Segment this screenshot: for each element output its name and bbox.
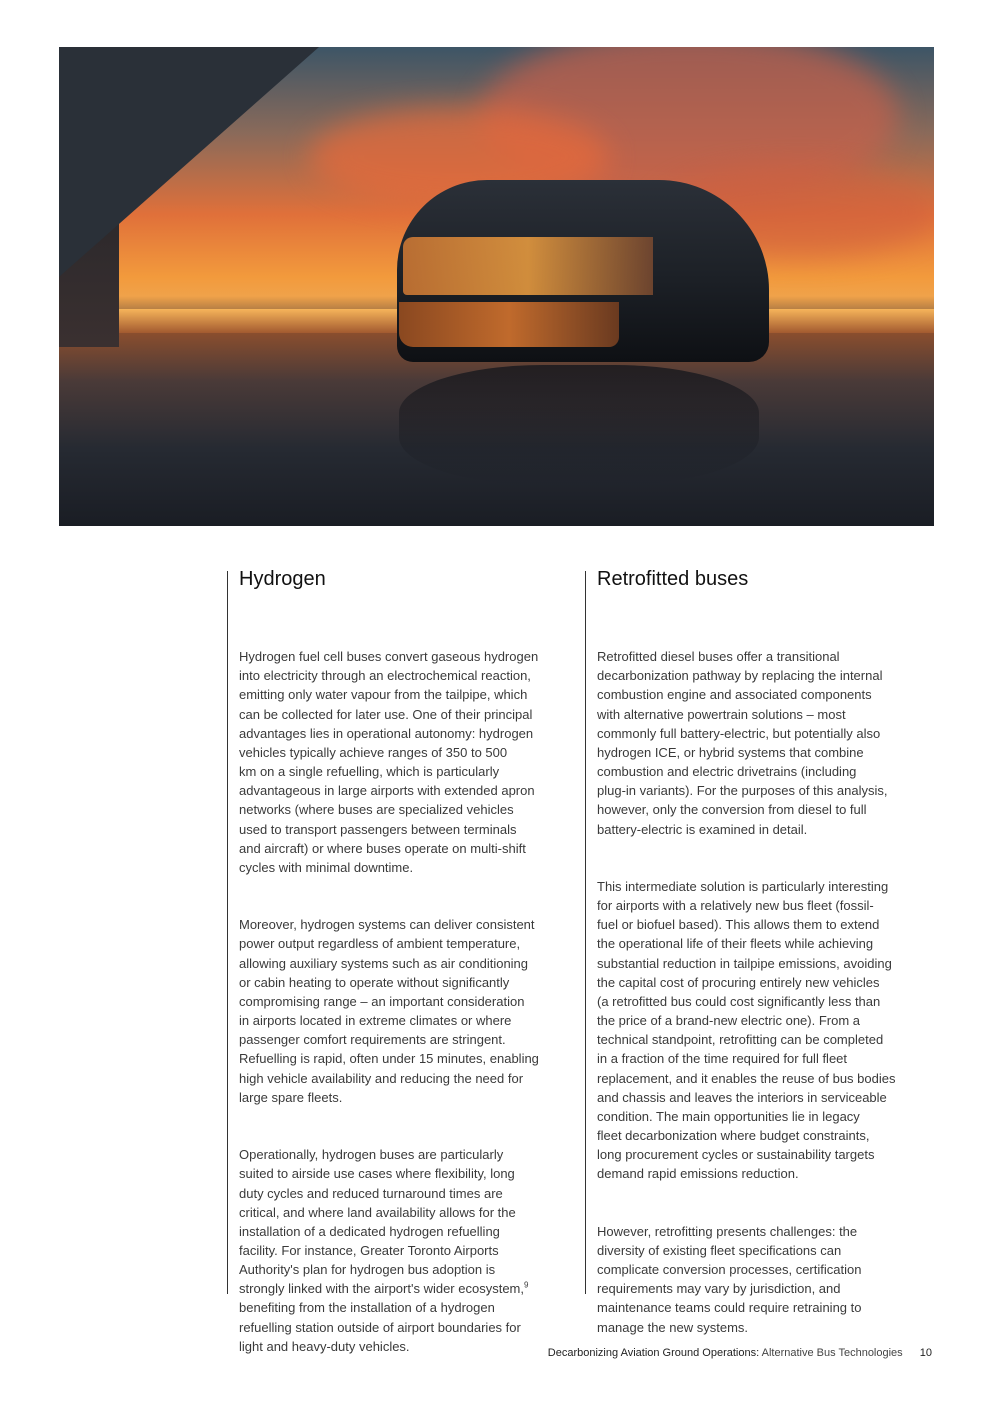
report-title: Decarbonizing Aviation Ground Operations: — [547, 1347, 760, 1359]
hero-image-airport-bus-sunset — [59, 47, 934, 526]
footnote-ref[interactable]: 9 — [523, 1280, 529, 1290]
retrofitted-section — [585, 568, 936, 1335]
paragraph — [239, 1145, 539, 1356]
paragraph: Retrofitted diesel buses offer a transitional decarbonization pathway by replacing the internal combustion engine and associated components with alternative powertrain solutions – most commonly full battery-electric, but potentially also hydrogen ICE, or hybrid systems that combine combustion and electric drivetrains (including plug-in variants). For the purposes of this analysis, however, only the conversion from diesel to full battery-electric is examined in detail. — [597, 649, 888, 837]
paragraph: However, retrofitting presents challenges: the diversity of existing fleet specifications can complicate conversion processes, certification requirements may vary by jurisdiction, and maintenance teams could require retraining to manage the new systems. — [597, 1223, 862, 1335]
page-footer — [548, 1347, 932, 1359]
section-heading: Hydrogen — [239, 568, 326, 590]
hydrogen-section — [227, 568, 574, 1354]
paragraph: Moreover, hydrogen systems can deliver consistent power output regardless of ambient temperature, allowing auxiliary systems such as air conditioning or cabin heating to operate without significantly compromising range – an important consideration in airports located in extreme climates or where passenger comfort requirements are stringent. Refuelling is rapid, often under 15 minutes, enabling high vehicle availability and reducing the need for large spare fleets. — [239, 917, 539, 1105]
page-number: 10 — [919, 1347, 932, 1359]
paragraph-text: Operationally, hydrogen buses are particularly suited to airside use cases where flexibility, long duty cycles and reduced turnaround times are critical, and where land availability allows for the installation of a dedicated hydrogen refuelling facility. For instance, Greater Toronto Airports Authority's plan for hydrogen bus adoption is strongly linked with the airport's wider ecosystem, — [239, 1147, 524, 1297]
section-name: Alternative Bus Technologies — [761, 1347, 903, 1359]
paragraph: This intermediate solution is particularly interesting for airports with a relatively new bus fleet (fossil- fuel or biofuel based). This allows them to extend the operational life of their fleets while achieving substantial reduction in tailpipe emissions, avoiding the capital cost of procuring entirely new vehicles (a retrofitted bus could cost significantly less than the price of a brand-new electric one). From a technical standpoint, retrofitting can be completed in a fraction of the time required for full fleet replacement, and it enables the reuse of bus bodies and chassis and leaves the interiors in serviceable condition. The main opportunities lie in legacy fleet decarbonization where budget constraints, long procurement cycles or sustainability targets demand rapid emissions reduction. — [597, 879, 896, 1182]
section-heading: Retrofitted buses — [597, 568, 749, 590]
paragraph: Hydrogen fuel cell buses convert gaseous hydrogen into electricity through an electrochemical reaction, emitting only water vapour from the tailpipe, which can be collected for later use. One of their principal advantages lies in operational autonomy: hydrogen vehicles typically achieve ranges of 350 to 500 km on a single refuelling, which is particularly advantageous in large airports with extended apron networks (where buses are specialized vehicles used to transport passengers between terminals and aircraft) or where buses operate on multi-shift cycles with minimal downtime. — [239, 649, 539, 875]
paragraph-text: benefiting from the installation of a hydrogen refuelling station outside of airport boundaries for light and heavy-duty vehicles. — [239, 1300, 521, 1354]
